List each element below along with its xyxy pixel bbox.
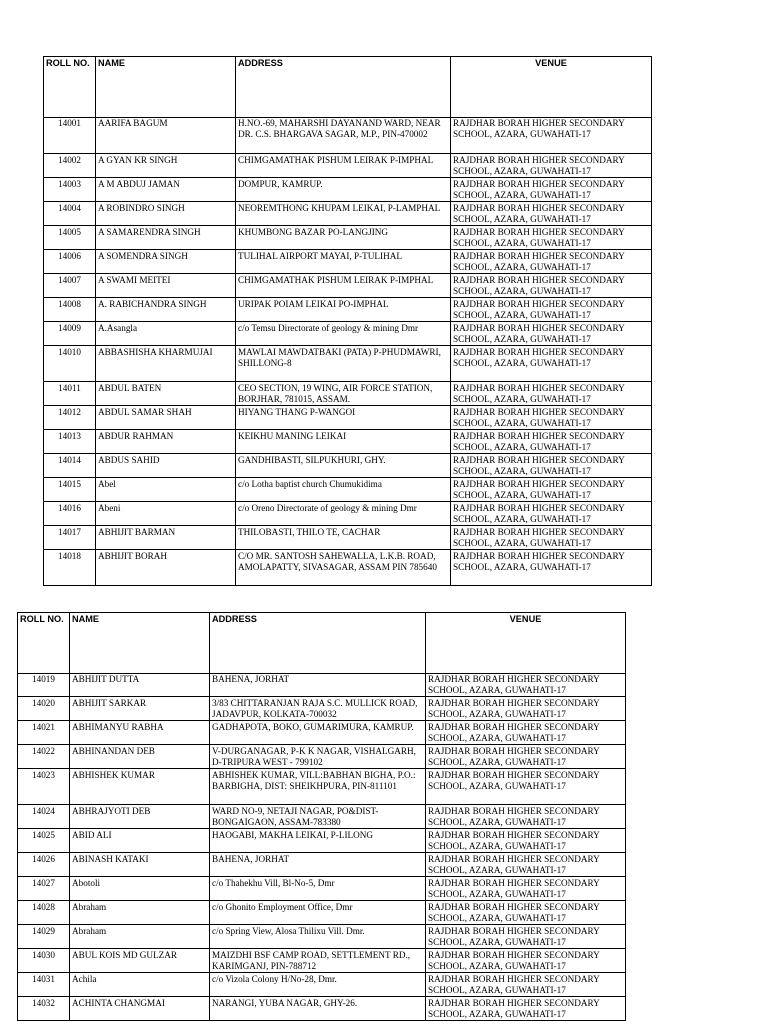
venue-cell: RAJDHAR BORAH HIGHER SECONDARY SCHOOL, AZARA, GUWAHATI-17 <box>426 925 626 949</box>
roll-no-cell: 14013 <box>44 430 96 454</box>
address-cell: C/O MR. SANTOSH SAHEWALLA, L.K.B. ROAD, AMOLAPATTY, SIVASAGAR, ASSAM PIN 785640 <box>236 550 451 586</box>
roll-no-cell: 14027 <box>18 877 70 901</box>
table-header-row <box>18 613 626 674</box>
venue-cell: RAJDHAR BORAH HIGHER SECONDARY SCHOOL, AZARA, GUWAHATI-17 <box>451 274 652 298</box>
address-cell: KEIKHU MANING LEIKAI <box>236 430 451 454</box>
venue-cell: RAJDHAR BORAH HIGHER SECONDARY SCHOOL, AZARA, GUWAHATI-17 <box>451 154 652 178</box>
address-cell: TULIHAL AIRPORT MAYAI, P-TULIHAL <box>236 250 451 274</box>
roll-no-cell: 14023 <box>18 769 70 805</box>
address-cell: URIPAK POIAM LEIKAI PO-IMPHAL <box>236 298 451 322</box>
roll-no-cell: 14020 <box>18 697 70 721</box>
table-row <box>18 745 626 769</box>
roll-no-cell: 14012 <box>44 406 96 430</box>
table-row <box>44 226 652 250</box>
address-cell: DOMPUR, KAMRUP. <box>236 178 451 202</box>
venue-cell: RAJDHAR BORAH HIGHER SECONDARY SCHOOL, AZARA, GUWAHATI-17 <box>426 853 626 877</box>
table-row <box>44 382 652 406</box>
venue-cell: RAJDHAR BORAH HIGHER SECONDARY SCHOOL, AZARA, GUWAHATI-17 <box>451 478 652 502</box>
name-cell: ABHIJIT DUTTA <box>70 674 210 697</box>
venue-cell: RAJDHAR BORAH HIGHER SECONDARY SCHOOL, AZARA, GUWAHATI-17 <box>426 805 626 829</box>
address-cell: V-DURGANAGAR, P-K K NAGAR, VISHALGARH, D-TRIPURA WEST - 799102 <box>210 745 426 769</box>
address-cell: HIYANG THANG P-WANGOI <box>236 406 451 430</box>
roll-no-cell: 14031 <box>18 973 70 997</box>
address-cell: ABHISHEK KUMAR, VILL:BABHAN BIGHA, P.O.: BARBIGHA, DIST: SHEIKHPURA, PIN-811101 <box>210 769 426 805</box>
address-cell: c/o Temsu Directorate of geology & mining Dmr <box>236 322 451 346</box>
venue-cell: RAJDHAR BORAH HIGHER SECONDARY SCHOOL, AZARA, GUWAHATI-17 <box>451 202 652 226</box>
address-cell: H.NO.-69, MAHARSHI DAYANAND WARD, NEAR DR. C.S. BHARGAVA SAGAR, M.P., PIN-470002 <box>236 118 451 154</box>
venue-cell: RAJDHAR BORAH HIGHER SECONDARY SCHOOL, AZARA, GUWAHATI-17 <box>451 226 652 250</box>
address-cell: c/o Vizola Colony H/No-28, Dmr. <box>210 973 426 997</box>
table-row <box>18 697 626 721</box>
table-row <box>44 478 652 502</box>
roll-no-cell: 14019 <box>18 674 70 697</box>
address-cell: MAIZDHI BSF CAMP ROAD, SETTLEMENT RD., KARIMGANJ, PIN-788712 <box>210 949 426 973</box>
table-row <box>18 997 626 1021</box>
address-cell: 3/83 CHITTARANJAN RAJA S.C. MULLICK ROAD, JADAVPUR, KOLKATA-700032 <box>210 697 426 721</box>
name-cell: ACHINTA CHANGMAI <box>70 997 210 1021</box>
table-row <box>18 949 626 973</box>
name-cell: Abeni <box>96 502 236 526</box>
venue-cell: RAJDHAR BORAH HIGHER SECONDARY SCHOOL, AZARA, GUWAHATI-17 <box>426 973 626 997</box>
name-cell: ABDUR RAHMAN <box>96 430 236 454</box>
table-row <box>44 178 652 202</box>
venue-cell: RAJDHAR BORAH HIGHER SECONDARY SCHOOL, AZARA, GUWAHATI-17 <box>451 250 652 274</box>
venue-cell: RAJDHAR BORAH HIGHER SECONDARY SCHOOL, AZARA, GUWAHATI-17 <box>451 178 652 202</box>
name-cell: Abraham <box>70 901 210 925</box>
address-cell: WARD NO-9, NETAJI NAGAR, PO&DIST-BONGAIGAON, ASSAM-783380 <box>210 805 426 829</box>
table-row <box>18 877 626 901</box>
table-row <box>18 805 626 829</box>
address-cell: c/o Lotha baptist church Chumukidima <box>236 478 451 502</box>
table-body <box>18 674 626 1021</box>
venue-cell: RAJDHAR BORAH HIGHER SECONDARY SCHOOL, AZARA, GUWAHATI-17 <box>426 877 626 901</box>
roll-no-header: ROLL NO. <box>44 57 96 118</box>
roll-no-cell: 14024 <box>18 805 70 829</box>
venue-cell: RAJDHAR BORAH HIGHER SECONDARY SCHOOL, AZARA, GUWAHATI-17 <box>451 298 652 322</box>
table-row <box>44 250 652 274</box>
roll-no-cell: 14001 <box>44 118 96 154</box>
address-cell: MAWLAI MAWDATBAKI (PATA) P-PHUDMAWRI, SHILLONG-8 <box>236 346 451 382</box>
roll-table-2 <box>17 612 626 1021</box>
roll-no-cell: 14017 <box>44 526 96 550</box>
roll-no-cell: 14016 <box>44 502 96 526</box>
venue-cell: RAJDHAR BORAH HIGHER SECONDARY SCHOOL, AZARA, GUWAHATI-17 <box>451 550 652 586</box>
venue-cell: RAJDHAR BORAH HIGHER SECONDARY SCHOOL, AZARA, GUWAHATI-17 <box>426 829 626 853</box>
table-row <box>18 769 626 805</box>
roll-no-cell: 14015 <box>44 478 96 502</box>
venue-cell: RAJDHAR BORAH HIGHER SECONDARY SCHOOL, AZARA, GUWAHATI-17 <box>451 322 652 346</box>
venue-header: VENUE <box>451 57 652 118</box>
table-row <box>44 274 652 298</box>
name-cell: A SOMENDRA SINGH <box>96 250 236 274</box>
name-cell: ABUL KOIS MD GULZAR <box>70 949 210 973</box>
table-row <box>44 526 652 550</box>
roll-no-cell: 14029 <box>18 925 70 949</box>
venue-cell: RAJDHAR BORAH HIGHER SECONDARY SCHOOL, AZARA, GUWAHATI-17 <box>426 674 626 697</box>
venue-cell: RAJDHAR BORAH HIGHER SECONDARY SCHOOL, AZARA, GUWAHATI-17 <box>426 997 626 1021</box>
table-row <box>18 674 626 697</box>
venue-cell: RAJDHAR BORAH HIGHER SECONDARY SCHOOL, AZARA, GUWAHATI-17 <box>426 901 626 925</box>
name-header: NAME <box>96 57 236 118</box>
venue-cell: RAJDHAR BORAH HIGHER SECONDARY SCHOOL, AZARA, GUWAHATI-17 <box>451 346 652 382</box>
name-cell: ABID ALI <box>70 829 210 853</box>
table-row <box>18 721 626 745</box>
name-cell: A. RABICHANDRA SINGH <box>96 298 236 322</box>
venue-cell: RAJDHAR BORAH HIGHER SECONDARY SCHOOL, AZARA, GUWAHATI-17 <box>451 382 652 406</box>
roll-no-cell: 14028 <box>18 901 70 925</box>
roll-no-cell: 14018 <box>44 550 96 586</box>
address-cell: CEO SECTION, 19 WING, AIR FORCE STATION, BORJHAR, 781015, ASSAM. <box>236 382 451 406</box>
name-cell: ABDUS SAHID <box>96 454 236 478</box>
name-cell: ABHIJIT SARKAR <box>70 697 210 721</box>
roll-no-cell: 14025 <box>18 829 70 853</box>
roll-no-cell: 14003 <box>44 178 96 202</box>
roll-no-cell: 14022 <box>18 745 70 769</box>
venue-cell: RAJDHAR BORAH HIGHER SECONDARY SCHOOL, AZARA, GUWAHATI-17 <box>426 769 626 805</box>
address-header: ADDRESS <box>236 57 451 118</box>
roll-no-header: ROLL NO. <box>18 613 70 674</box>
name-cell: ABINASH KATAKI <box>70 853 210 877</box>
address-cell: BAHENA, JORHAT <box>210 674 426 697</box>
table-row <box>44 298 652 322</box>
name-cell: ABDUL SAMAR SHAH <box>96 406 236 430</box>
table-row <box>44 154 652 178</box>
roll-no-cell: 14032 <box>18 997 70 1021</box>
table-header-row <box>44 57 652 118</box>
table-row <box>18 925 626 949</box>
name-cell: A M ABDUJ JAMAN <box>96 178 236 202</box>
table-row <box>44 346 652 382</box>
name-cell: ABHIMANYU RABHA <box>70 721 210 745</box>
address-cell: c/o Spring View, Alosa Thilixu Vill. Dmr. <box>210 925 426 949</box>
name-cell: A SWAMI MEITEI <box>96 274 236 298</box>
address-cell: c/o Ghonito Employment Office, Dmr <box>210 901 426 925</box>
table-row <box>44 406 652 430</box>
name-cell: Abraham <box>70 925 210 949</box>
roll-no-cell: 14008 <box>44 298 96 322</box>
table-row <box>44 454 652 478</box>
venue-cell: RAJDHAR BORAH HIGHER SECONDARY SCHOOL, AZARA, GUWAHATI-17 <box>451 430 652 454</box>
name-cell: ABHRAJYOTI DEB <box>70 805 210 829</box>
name-cell: ABHINANDAN DEB <box>70 745 210 769</box>
table-row <box>44 502 652 526</box>
roll-no-cell: 14002 <box>44 154 96 178</box>
roll-no-cell: 14004 <box>44 202 96 226</box>
address-header: ADDRESS <box>210 613 426 674</box>
address-cell: NARANGI, YUBA NAGAR, GHY-26. <box>210 997 426 1021</box>
name-cell: Achila <box>70 973 210 997</box>
roll-no-cell: 14030 <box>18 949 70 973</box>
name-cell: Abotoli <box>70 877 210 901</box>
roll-no-cell: 14026 <box>18 853 70 877</box>
table-row <box>18 973 626 997</box>
table-row <box>18 829 626 853</box>
name-cell: ABDUL BATEN <box>96 382 236 406</box>
name-header: NAME <box>70 613 210 674</box>
name-cell: A SAMARENDRA SINGH <box>96 226 236 250</box>
address-cell: GANDHIBASTI, SILPUKHURI, GHY. <box>236 454 451 478</box>
table-row <box>44 118 652 154</box>
address-cell: CHIMGAMATHAK PISHUM LEIRAK P-IMPHAL <box>236 274 451 298</box>
venue-cell: RAJDHAR BORAH HIGHER SECONDARY SCHOOL, AZARA, GUWAHATI-17 <box>426 697 626 721</box>
table-row <box>44 322 652 346</box>
table-row <box>18 853 626 877</box>
address-cell: CHIMGAMATHAK PISHUM LEIRAK P-IMPHAL <box>236 154 451 178</box>
address-cell: c/o Oreno Directorate of geology & mining Dmr <box>236 502 451 526</box>
address-cell: THILOBASTI, THILO TE, CACHAR <box>236 526 451 550</box>
name-cell: ABHIJIT BARMAN <box>96 526 236 550</box>
venue-cell: RAJDHAR BORAH HIGHER SECONDARY SCHOOL, AZARA, GUWAHATI-17 <box>426 949 626 973</box>
roll-no-cell: 14009 <box>44 322 96 346</box>
venue-cell: RAJDHAR BORAH HIGHER SECONDARY SCHOOL, AZARA, GUWAHATI-17 <box>426 721 626 745</box>
roll-no-cell: 14006 <box>44 250 96 274</box>
address-cell: c/o Thahekhu Vill, Bl-No-5, Dmr <box>210 877 426 901</box>
name-cell: A ROBINDRO SINGH <box>96 202 236 226</box>
table-row <box>44 430 652 454</box>
name-cell: AARIFA BAGUM <box>96 118 236 154</box>
table-row <box>44 202 652 226</box>
roll-no-cell: 14011 <box>44 382 96 406</box>
table-row <box>18 901 626 925</box>
venue-cell: RAJDHAR BORAH HIGHER SECONDARY SCHOOL, AZARA, GUWAHATI-17 <box>451 118 652 154</box>
venue-header: VENUE <box>426 613 626 674</box>
address-cell: KHUMBONG BAZAR PO-LANGJING <box>236 226 451 250</box>
roll-no-cell: 14014 <box>44 454 96 478</box>
venue-cell: RAJDHAR BORAH HIGHER SECONDARY SCHOOL, AZARA, GUWAHATI-17 <box>426 745 626 769</box>
venue-cell: RAJDHAR BORAH HIGHER SECONDARY SCHOOL, AZARA, GUWAHATI-17 <box>451 406 652 430</box>
name-cell: A GYAN KR SINGH <box>96 154 236 178</box>
venue-cell: RAJDHAR BORAH HIGHER SECONDARY SCHOOL, AZARA, GUWAHATI-17 <box>451 502 652 526</box>
roll-no-cell: 14010 <box>44 346 96 382</box>
address-cell: HAOGABI, MAKHA LEIKAI, P-LILONG <box>210 829 426 853</box>
address-cell: NEOREMTHONG KHUPAM LEIKAI, P-LAMPHAL <box>236 202 451 226</box>
venue-cell: RAJDHAR BORAH HIGHER SECONDARY SCHOOL, AZARA, GUWAHATI-17 <box>451 526 652 550</box>
table-row <box>44 550 652 586</box>
name-cell: Abel <box>96 478 236 502</box>
address-cell: BAHENA, JORHAT <box>210 853 426 877</box>
roll-table-1 <box>43 56 652 586</box>
table-body <box>44 118 652 586</box>
address-cell: GADHAPOTA, BOKO, GUMARIMURA, KAMRUP. <box>210 721 426 745</box>
roll-no-cell: 14021 <box>18 721 70 745</box>
name-cell: ABHIJIT BORAH <box>96 550 236 586</box>
roll-no-cell: 14005 <box>44 226 96 250</box>
name-cell: ABHISHEK KUMAR <box>70 769 210 805</box>
roll-no-cell: 14007 <box>44 274 96 298</box>
venue-cell: RAJDHAR BORAH HIGHER SECONDARY SCHOOL, AZARA, GUWAHATI-17 <box>451 454 652 478</box>
name-cell: ABBASHISHA KHARMUJAI <box>96 346 236 382</box>
name-cell: A.Asangla <box>96 322 236 346</box>
